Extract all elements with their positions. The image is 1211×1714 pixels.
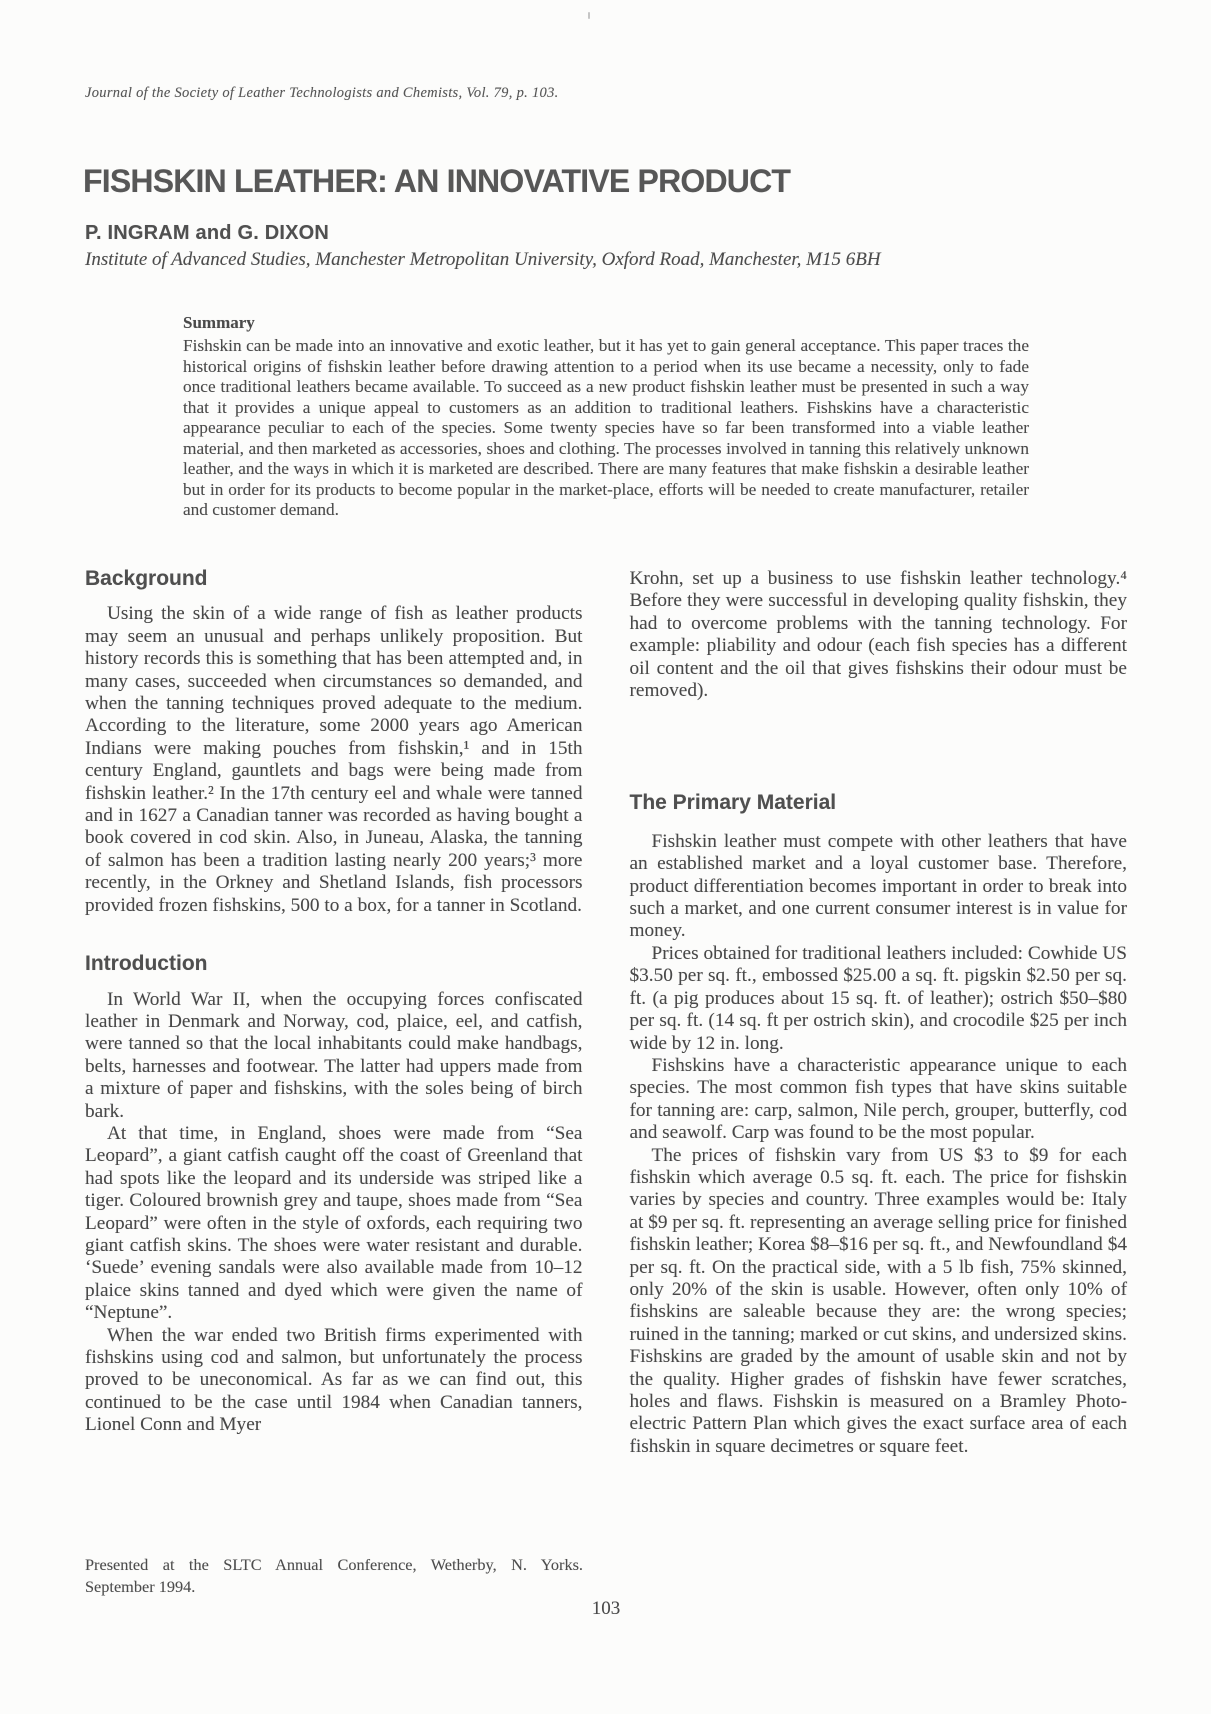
primary-material-paragraph: Fishskin leather must compete with other leathers that have an established market and a loyal customer base. Therefore, product differentiation becomes important in order to break into such a market, and one current consumer interest is in value for money. bbox=[629, 830, 1127, 942]
primary-material-paragraph: The prices of fishskin vary from US $3 to $9 for each fishskin which average 0.5 sq. ft. each. The price for fishskin varies by species and country. Three examples would be: Italy at $9 per sq. ft. representing an average selling price for finished fishskin leather; Korea $8–$16 per sq. ft., and Newfoundland $4 per sq. ft. On the practical side, with a 5 lb fish, 75% skinned, only 20% of the skin is usable. However, often only 10% of fishskins are saleable because they are: the wrong species; ruined in the tanning; marked or cut skins, and undersized skins. Fishskins are graded by the amount of usable skin and not by the quality. Higher grades of fishskin have fewer scratches, holes and flaws. Fishskin is measured on a Bramley Photo-electric Pattern Plan which gives the exact surface area of each fishskin in square decimetres or square feet. bbox=[629, 1144, 1127, 1457]
page-number: 103 bbox=[591, 1598, 621, 1619]
primary-material-paragraph: Fishskins have a characteristic appearance unique to each species. The most common fish types that have skins suitable for tanning are: carp, salmon, Nile perch, grouper, butterfly, cod and seawolf. Carp was found to be the most popular. bbox=[629, 1054, 1127, 1144]
introduction-paragraph: At that time, in England, shoes were made from “Sea Leopard”, a giant catfish caught off the coast of Greenland that had spots like the leopard and its underside was striped like a tiger. Coloured brownish grey and taupe, shoes made from “Sea Leopard” were often in the style of oxfords, each requiring two giant catfish skins. The shoes were water resistant and durable. ‘Suede’ evening sandals were also available made from 10–12 plaice skins tanned and dyed which were given the name of “Neptune”. bbox=[85, 1122, 583, 1324]
primary-material-paragraph: Prices obtained for traditional leathers included: Cowhide US $3.50 per sq. ft., embossed $25.00 a sq. ft. pigskin $2.50 per sq. ft. (a pig produces about 15 sq. ft. of leather); ostrich $50–$80 per sq. ft. (14 sq. ft per ostrich skin), and crocodile $25 per inch wide by 12 in. long. bbox=[629, 942, 1127, 1054]
background-paragraph: Using the skin of a wide range of fish as leather products may seem an unusual and perhaps unlikely proposition. But history records this is something that has been attempted and, in many cases, succeeded when circumstances so demanded, and when the tanning techniques proved adequate to the medium. According to the literature, some 2000 years ago American Indians were making pouches from fishskin,¹ and in 15th century England, gauntlets and bags were being made from fishskin leather.² In the 17th century eel and whale were tanned and in 1627 a Canadian tanner was recorded as having bought a book covered in cod skin. Also, in Juneau, Alaska, the tanning of salmon has been a tradition lasting nearly 200 years;³ more recently, in the Orkney and Shetland Islands, fish processors provided frozen fishskins, 500 to a box, for a tanner in Scotland. bbox=[85, 603, 583, 916]
continuation-paragraph: Krohn, set up a business to use fishskin leather technology.⁴ Before they were successful in developing quality fishskin, they had to overcome problems with the tanning technology. For example: pliability and odour (each fish species has a different oil content and the oil that gives fishskins their odour must be removed). bbox=[629, 568, 1127, 702]
affiliation-line: Institute of Advanced Studies, Manchester Metropolitan University, Oxford Road, Manchester, M15 6BH bbox=[85, 249, 881, 270]
footnote-line: Presented at the SLTC Annual Conference, Wetherby, N. Yorks. bbox=[85, 1555, 583, 1574]
right-column bbox=[630, 568, 1128, 1458]
section-heading-primary-material: The Primary Material bbox=[629, 791, 837, 815]
left-column bbox=[85, 568, 583, 1458]
section-heading-background: Background bbox=[85, 567, 208, 590]
two-column-body bbox=[85, 568, 1127, 1458]
introduction-paragraph: When the war ended two British firms experimented with fishskins using cod and salmon, but unfortunately the process proved to be uneconomical. As far as we can find out, this continued to be the case until 1984 when Canadian tanners, Lionel Conn and Myer bbox=[85, 1324, 583, 1436]
introduction-paragraph: In World War II, when the occupying forces confiscated leather in Denmark and Norway, cod, plaice, eel, and catfish, were tanned so that the local inhabitants could make handbags, belts, harnesses and footwear. The latter had uppers made from a mixture of paper and fishskins, with the soles being of birch bark. bbox=[85, 988, 583, 1122]
authors-line: P. INGRAM and G. DIXON bbox=[85, 222, 330, 244]
summary-text: Fishskin can be made into an innovative and exotic leather, but it has yet to gain general acceptance. This paper traces the historical origins of fishskin leather before drawing attention to a period when its use became a necessity, only to fade once traditional leathers became available. To succeed as a new product fishskin leather must be presented in such a way that it provides a unique appeal to customers as an addition to traditional leathers. Fishskins have a characteristic appearance peculiar to each of the species. Some twenty species have so far been transformed into a viable leather material, and then marketed as accessories, shoes and clothing. The processes involved in tanning this relatively unknown leather, and the ways in which it is marketed are described. There are many features that make fishskin a desirable leather but in order for its products to become popular in the market-place, efforts will be needed to create manufacturer, retailer and customer demand. bbox=[183, 336, 1029, 519]
summary-heading: Summary bbox=[183, 313, 255, 332]
footnote-line: September 1994. bbox=[85, 1577, 196, 1596]
article-title: FISHSKIN LEATHER: AN INNOVATIVE PRODUCT bbox=[83, 163, 791, 199]
summary-block bbox=[183, 313, 1029, 521]
section-heading-introduction: Introduction bbox=[85, 952, 208, 976]
conference-footnote bbox=[85, 1554, 583, 1598]
journal-citation: Journal of the Society of Leather Technologists and Chemists, Vol. 79, p. 103. bbox=[85, 85, 559, 101]
scan-artifact bbox=[588, 12, 590, 19]
